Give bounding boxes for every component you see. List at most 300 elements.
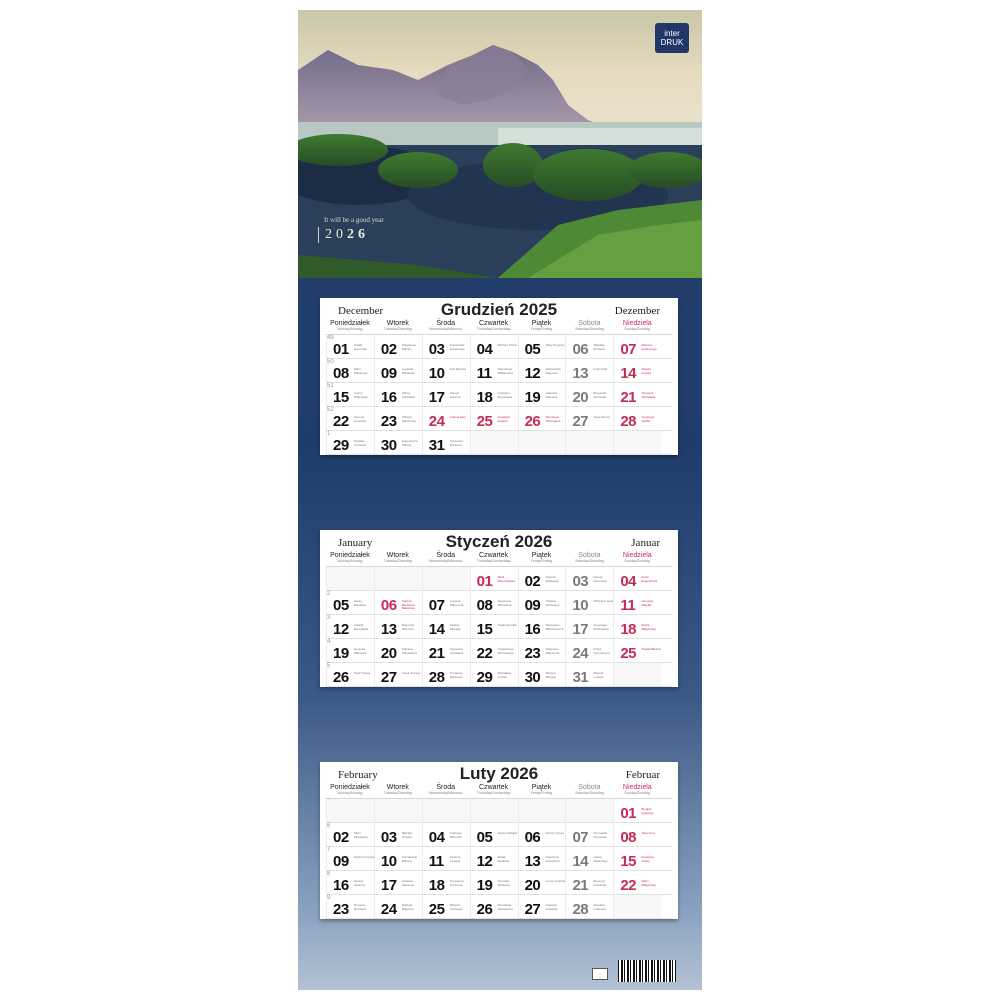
name-day-text: Fabiana Sebastiana [401,647,417,655]
day-cell [518,823,566,846]
name-day-text: Dawida Tomasza [354,439,367,447]
year-label [318,227,369,243]
day-number: 28 [572,901,589,918]
day-number: 21 [620,389,637,406]
day-number: 04 [476,341,493,358]
weekday-label [470,552,518,566]
week-row [326,359,672,383]
name-day-text: Wiktorii Sławomira [401,415,416,423]
week-number: 52 [327,407,334,413]
weekday-polish: Piątek [531,784,552,791]
month-name-english: February [338,769,378,781]
name-day-text: Gabriela Dariusza [545,391,558,399]
brand-line-1: inter [664,29,680,38]
weekday-label [613,320,661,334]
month-card [320,530,678,687]
week-number: 7 [327,847,331,853]
day-cell [565,895,613,918]
day-number: 17 [380,877,397,894]
day-number: 11 [476,365,492,382]
day-number: 23 [333,901,349,918]
day-number: 08 [620,829,637,846]
day-number: 16 [524,621,541,638]
day-number: 08 [333,365,349,382]
name-day-text: Felicji Tymoteusza [593,647,610,655]
name-day-text: Piotra Małgorzaty [641,623,657,631]
day-cell [518,663,566,686]
weekday-polish: Czwartek [479,784,509,791]
month-title: Grudzień 2025 [440,300,558,319]
day-cell [565,383,613,406]
day-number: 07 [428,597,445,614]
day-cell [470,567,518,590]
weekday-label [613,784,661,798]
barcode [618,960,676,982]
name-day-text: Zbigniewa Balbiny [401,343,416,351]
day-number: 24 [428,413,445,430]
weekday-header [326,320,672,334]
day-cell [374,639,422,662]
day-cell [613,799,661,822]
name-day-text: Doroty Tytusa [545,831,565,835]
weekday-translation: Wednesday/Mittwoch [429,559,463,563]
name-day-text: Kacpra Melchiora Baltazara [401,599,415,611]
day-cell [565,335,613,358]
day-number: 01 [620,805,637,822]
day-number: 06 [572,341,589,358]
month-name-english: December [338,305,384,317]
day-number: 13 [524,853,541,870]
day-cell [470,335,518,358]
day-cell [518,567,566,590]
day-cell [422,591,470,614]
name-day-text: Mirosława Aleksandra [497,903,513,911]
day-cell [565,359,613,382]
empty-day-cell [374,567,422,590]
weekday-translation: Monday/Montag [337,327,363,331]
name-day-text: Tomasza Walerego [449,671,463,679]
weekday-translation: Sunday/Sonntag [624,559,651,563]
day-cell [326,615,374,638]
weekday-label [374,320,422,334]
day-cell [470,871,518,894]
day-number: 16 [333,877,349,894]
name-day-text: Marii Mirosława [354,831,368,839]
month-name-german: Dezember [614,305,660,317]
weekday-label [470,784,518,798]
empty-day-cell [326,567,374,590]
day-cell [374,431,422,454]
day-cell [518,335,566,358]
weekday-translation: Friday/Freitag [530,327,553,331]
name-day-text: Lucjana Rajmunda [449,599,464,607]
week-row [326,847,672,871]
product-info-label [574,958,678,986]
weekday-polish: Niedziela [622,552,652,559]
day-cell [613,615,661,638]
day-cell [374,335,422,358]
day-number: 18 [428,877,445,894]
day-number: 15 [333,389,349,406]
name-day-text: Romualda Ryszarda [593,831,608,839]
day-number: 06 [524,829,541,846]
day-cell [518,847,566,870]
day-cell [374,663,422,686]
name-day-text: Pawła Arnolda [497,623,517,627]
day-number: 07 [620,341,637,358]
day-number: 02 [380,341,397,358]
name-day-text: Katarzyny Grzegorza [545,855,560,863]
day-number: 22 [333,413,349,430]
name-day-text: Faustyna Jowity [641,855,654,863]
day-number: 17 [428,389,445,406]
name-day-text: Wiktora Cezarego [449,903,463,911]
day-cell [422,615,470,638]
day-number: 01 [333,341,349,358]
week-number: 9 [327,895,331,901]
day-number: 13 [380,621,397,638]
weekday-header [326,552,672,566]
empty-day-cell [326,799,374,822]
day-cell [326,383,374,406]
day-grid [326,798,672,919]
day-cell [613,567,661,590]
weekday-polish: Środa [436,784,456,791]
day-cell [326,431,374,454]
day-cell [326,823,374,846]
day-cell [326,335,374,358]
weekday-label [422,552,470,566]
day-number: 13 [572,365,589,382]
name-day-text: Barbary Piotra [497,343,517,347]
name-day-text: Andrzeja Weroniki [449,831,462,839]
week-row [326,615,672,639]
name-day-text: Marcelego Włodzimierza [545,623,564,631]
name-day-text: Łucji Otylii [593,367,608,371]
day-cell [613,407,661,430]
name-day-text: Izydora Makarego [545,575,559,583]
name-day-text: Dionizego Szczepana [545,415,561,423]
day-number: 21 [572,877,589,894]
day-number: 20 [572,389,589,406]
name-day-text: Liliany Walentego [593,855,608,863]
day-number: 27 [380,669,397,686]
day-number: 10 [380,853,397,870]
name-day-text: Seweryna Mścisława [497,599,512,607]
name-day-text: Leona Ludmiły [545,879,566,883]
name-day-text: Bogumiła Dominika [593,391,606,399]
day-number: 24 [572,645,589,662]
week-row [326,871,672,895]
weekday-polish: Sobota [578,320,601,327]
week-number: 50 [327,359,334,365]
name-day-text: Romany Damiana [354,903,367,911]
day-cell [470,823,518,846]
day-cell [470,895,518,918]
name-day-text: Konstancji Szymona [449,879,464,887]
day-number: 26 [524,413,541,430]
weekday-polish: Czwartek [479,552,509,559]
name-day-text: Tomasza Tomisława [641,391,656,399]
name-day-text: Olimpii Łazarza [449,391,461,399]
name-day-text: Wilhelma Jana [593,599,614,603]
month-card [320,762,678,919]
day-cell [565,663,613,686]
name-day-text: Jana Ireny [641,831,656,835]
day-cell [374,871,422,894]
weekday-translation: Friday/Freitag [530,559,553,563]
day-number: 14 [620,365,637,382]
name-day-text: Eulalii Modesta [497,855,510,863]
day-cell [613,871,661,894]
month-name-german: Februar [625,769,660,781]
day-number: 05 [333,597,349,614]
day-number: 03 [380,829,397,846]
day-cell [326,847,374,870]
name-day-text: Anastazji Eugenii [497,415,510,423]
name-day-text: Marty Małgorzaty [641,879,657,887]
month-name-german: Januar [631,537,660,549]
name-day-text: Arkadii Benedykta [354,623,369,631]
name-day-text: Danuty Genowefy [593,575,607,583]
empty-day-cell [613,895,661,918]
day-cell [326,663,374,686]
weekday-label [374,784,422,798]
empty-day-cell [374,799,422,822]
name-day-text: Cezarego Teofila [641,415,655,423]
name-day-text: Leokadii Wiesława [401,367,415,375]
name-day-text: Danuty Julianny [354,879,366,887]
product-icon [592,968,608,980]
weekday-polish: Sobota [578,552,601,559]
week-number: 6 [327,823,331,829]
day-number: 31 [572,669,589,686]
empty-day-cell [518,799,566,822]
month-header [320,298,678,320]
day-cell [422,663,470,686]
weekday-translation: Thursday/Donnerstag [476,327,511,331]
day-number: 14 [572,853,589,870]
day-number: 25 [428,901,445,918]
name-day-text: Adama Ewy [449,415,466,419]
name-day-text: Anastazego Wincentego [497,647,514,655]
weekday-polish: Poniedziałek [330,784,370,791]
name-day-text: Aleksandra Dagmary [545,367,561,375]
name-day-text: Brygidy Ignacego [641,807,654,815]
day-cell [518,639,566,662]
year-suffix: 26 [347,227,369,242]
weekday-translation: Friday/Freitag [530,791,553,795]
day-cell [518,895,566,918]
week-row [326,335,672,359]
weekday-label [518,784,566,798]
day-cell [422,431,470,454]
weekday-label [326,784,374,798]
day-cell [374,823,422,846]
name-day-text: Sylwestra Mariusza [449,439,463,447]
week-row [326,823,672,847]
day-number: 02 [333,829,349,846]
name-day-text: Marii Makarego [354,367,368,375]
day-number: 16 [380,389,397,406]
day-number: 03 [572,573,589,590]
name-day-text: Gracjana Bogusława [497,391,513,399]
empty-day-cell [422,799,470,822]
day-number: 20 [380,645,397,662]
month-header [320,762,678,784]
day-cell [470,591,518,614]
day-cell [326,639,374,662]
weekday-polish: Piątek [531,320,552,327]
day-cell [326,871,374,894]
week-row [326,799,672,823]
name-day-text: Honoraty Matyldy [641,599,654,607]
day-number: 22 [476,645,493,662]
day-cell [470,615,518,638]
name-day-text: Zenona Honoraty [354,415,367,423]
name-day-text: Ildefonsa Rajmunda [545,647,560,655]
weekday-label [326,320,374,334]
day-cell [374,591,422,614]
day-cell [422,847,470,870]
name-day-text: Gabriela Anastazji [545,903,558,911]
day-cell [565,615,613,638]
day-number: 24 [380,901,397,918]
name-day-text: Pauli Tytusa [354,671,371,675]
name-day-text: Hanny Edwarda [354,599,366,607]
name-day-text: Pawła Miłosza [641,647,661,651]
name-day-text: Błażeja Oskara [401,831,412,839]
day-number: 27 [572,413,589,430]
day-cell [613,591,661,614]
weekday-label [422,784,470,798]
week-number: 1 [327,431,331,437]
day-cell [565,847,613,870]
week-number: 5 [327,663,331,669]
tagline: It will be a good year [324,216,384,224]
day-cell [326,359,374,382]
name-day-text: Apolonii Cyryla [354,855,375,859]
month-header [320,530,678,552]
day-number: 05 [476,829,493,846]
name-day-text: Jana Żanety [593,415,610,419]
month-name-english: January [338,537,373,549]
weekday-translation: Saturday/Samstag [575,327,604,331]
weekday-translation: Thursday/Donnerstag [476,791,511,795]
weekday-label [470,320,518,334]
day-cell [374,359,422,382]
day-cell [422,823,470,846]
week-number: 8 [327,871,331,877]
day-cell [518,407,566,430]
weekday-translation: Sunday/Sonntag [624,327,651,331]
day-cell [518,359,566,382]
weekday-label [326,552,374,566]
day-cell [565,871,613,894]
day-number: 19 [524,389,541,406]
empty-day-cell [470,799,518,822]
day-grid [326,334,672,455]
day-number: 01 [476,573,493,590]
brand-line-2: DRUK [660,38,684,47]
day-number: 09 [380,365,397,382]
name-day-text: Saby Kryspiny [545,343,565,347]
empty-day-cell [422,567,470,590]
day-cell [565,823,613,846]
month-title: Luty 2026 [459,764,539,783]
month-card [320,298,678,455]
weekday-label [422,320,470,334]
day-number: 31 [428,437,445,454]
day-number: 28 [428,669,445,686]
day-cell [518,871,566,894]
day-cell [565,407,613,430]
name-day-text: Marceli Ludwiki [593,671,604,679]
week-row [326,639,672,663]
name-day-text: Zdzisława Józefa [497,671,512,679]
day-number: 26 [333,669,349,686]
day-number: 14 [428,621,445,638]
day-cell [470,383,518,406]
day-cell [613,847,661,870]
day-number: 28 [620,413,637,430]
weekday-translation: Monday/Montag [337,559,363,563]
name-day-text: Bogumiły Weroniki [401,623,415,631]
weekday-polish: Wtorek [386,552,409,559]
weekday-translation: Thursday/Donnerstag [476,559,511,563]
empty-day-cell [470,431,518,454]
day-number: 12 [524,365,541,382]
day-number: 09 [333,853,349,870]
weekday-polish: Poniedziałek [330,552,370,559]
day-number: 19 [333,645,349,662]
weekday-translation: Wednesday/Mittwoch [429,791,463,795]
month-title: Styczeń 2026 [445,532,553,551]
week-number: 51 [327,383,334,389]
weekday-polish: Środa [436,320,456,327]
day-number: 07 [572,829,589,846]
day-cell [374,615,422,638]
week-row [326,407,672,431]
day-cell [613,359,661,382]
day-number: 30 [380,437,397,454]
name-day-text: Marii Mieczysława [497,575,515,583]
day-number: 09 [524,597,541,614]
day-cell [374,895,422,918]
weekday-translation: Sunday/Sonntag [624,791,651,795]
name-day-text: Eugeniusza Sabiny [401,439,418,447]
week-row [326,431,672,455]
week-number: 3 [327,615,331,621]
day-number: 18 [476,389,493,406]
day-number: 17 [572,621,589,638]
weekday-label [565,320,613,334]
day-number: 22 [620,877,637,894]
name-day-text: Alfreda Izydora [641,367,652,375]
name-day-text: Damazego Waldemara [497,367,513,375]
weekday-label [518,320,566,334]
week-number: 2 [327,591,331,597]
weekday-header [326,784,672,798]
day-number: 12 [476,853,493,870]
day-cell [613,639,661,662]
day-cell [422,383,470,406]
empty-day-cell [613,431,661,454]
day-number: 26 [476,901,493,918]
name-day-text: Agnieszki Jarosława [449,647,464,655]
day-number: 10 [428,365,445,382]
weekday-polish: Piątek [531,552,552,559]
